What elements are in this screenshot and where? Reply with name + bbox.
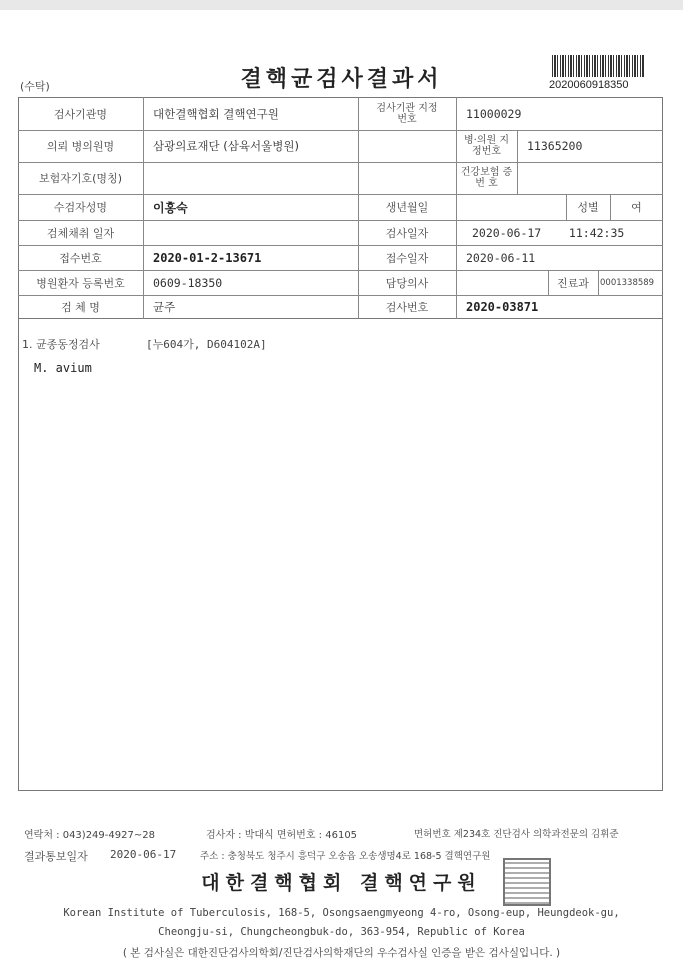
hospital-value: 삼광의료재단 (삼육서울병원) <box>153 139 299 153</box>
patient-no-value: 0609-18350 <box>153 275 223 290</box>
result-area <box>18 319 663 791</box>
org-name: 대한결핵협회 결핵연구원 <box>201 872 482 894</box>
receipt-date-value: 2020-06-11 <box>466 250 536 265</box>
dept-label: 진료과 <box>557 276 589 290</box>
hospital-label: 의뢰 병의원명 <box>46 140 115 153</box>
test-date-label: 검사일자 <box>385 226 429 240</box>
clinic-no-label: 병·의원 지정번호 <box>464 135 509 157</box>
exam-no-value: 2020-03871 <box>466 300 539 314</box>
doctor-label: 담당의사 <box>385 276 429 290</box>
dept-value: 0001338589 <box>600 277 655 288</box>
agency-label: 검사기관명 <box>53 107 108 121</box>
tester-info: 검사자 : 박대식 면허번호 : 46105 <box>206 830 358 841</box>
insurance-label: 보험자기호(명칭) <box>39 172 122 185</box>
name-label: 수검자성명 <box>53 201 108 214</box>
test-name: 1. 균종동정검사 <box>22 338 100 351</box>
test-date-value: 2020-06-17 11:42:35 <box>472 225 625 240</box>
dob-label: 생년월일 <box>385 201 429 214</box>
contact-info: 연락처 : 043)249-4927~28 <box>24 830 155 841</box>
sex-label: 성별 <box>577 201 599 214</box>
health-no-label: 건강보험 증 번 호 <box>460 167 513 189</box>
official-seal-icon <box>503 858 551 906</box>
cert-note: ( 본 검사실은 대한진단검사의학회/진단검사의학재단의 우수검사실 인증을 받은 검사실입니다. ) <box>122 947 561 959</box>
address-en-2: Cheongju-si, Chungcheongbuk-do, 363-954, Republic of Korea <box>158 926 525 938</box>
sex-value: 여 <box>631 201 642 214</box>
agency-value: 대한결핵협회 결핵연구원 <box>153 106 279 121</box>
patient-no-label: 병원환자 등록번호 <box>36 276 125 290</box>
test-code: [누604가, D604102A] <box>146 338 267 351</box>
consign-tag: (수탁) <box>20 80 50 93</box>
clinic-no-value: 11365200 <box>527 139 583 153</box>
receipt-date-label: 접수일자 <box>385 251 429 265</box>
specimen-label: 검 체 명 <box>61 301 100 314</box>
agency-no-value: 11000029 <box>466 106 522 121</box>
name-value: 이홍숙 <box>153 200 188 215</box>
address-ko: 주소 : 충청북도 청주시 흥덕구 오송읍 오송생명4로 168-5 결핵연구원 <box>200 851 491 862</box>
receipt-no-label: 접수번호 <box>59 251 102 265</box>
report-date-value: 2020-06-17 <box>110 848 177 861</box>
specimen-value: 균주 <box>153 300 176 314</box>
agency-no-label: 검사기관 지정번호 <box>376 102 438 125</box>
license-info: 면허번호 제234호 진단검사 의학과전문의 김휘준 <box>414 829 619 840</box>
receipt-no-value: 2020-01-2-13671 <box>153 250 262 265</box>
barcode-icon <box>552 55 644 77</box>
exam-no-label: 검사번호 <box>385 301 429 314</box>
top-band <box>0 0 683 10</box>
organism-result: M. avium <box>34 361 92 375</box>
page-title: 결핵균검사결과서 <box>240 67 443 92</box>
collect-date-label: 검체채취 일자 <box>46 226 115 240</box>
report-date-label: 결과통보일자 <box>24 850 88 863</box>
barcode-number: 2020060918350 <box>549 79 629 91</box>
address-en-1: Korean Institute of Tuberculosis, 168-5, Osongsaengmyeong 4-ro, Osong-eup, Heungdeok-gu, <box>63 907 620 919</box>
